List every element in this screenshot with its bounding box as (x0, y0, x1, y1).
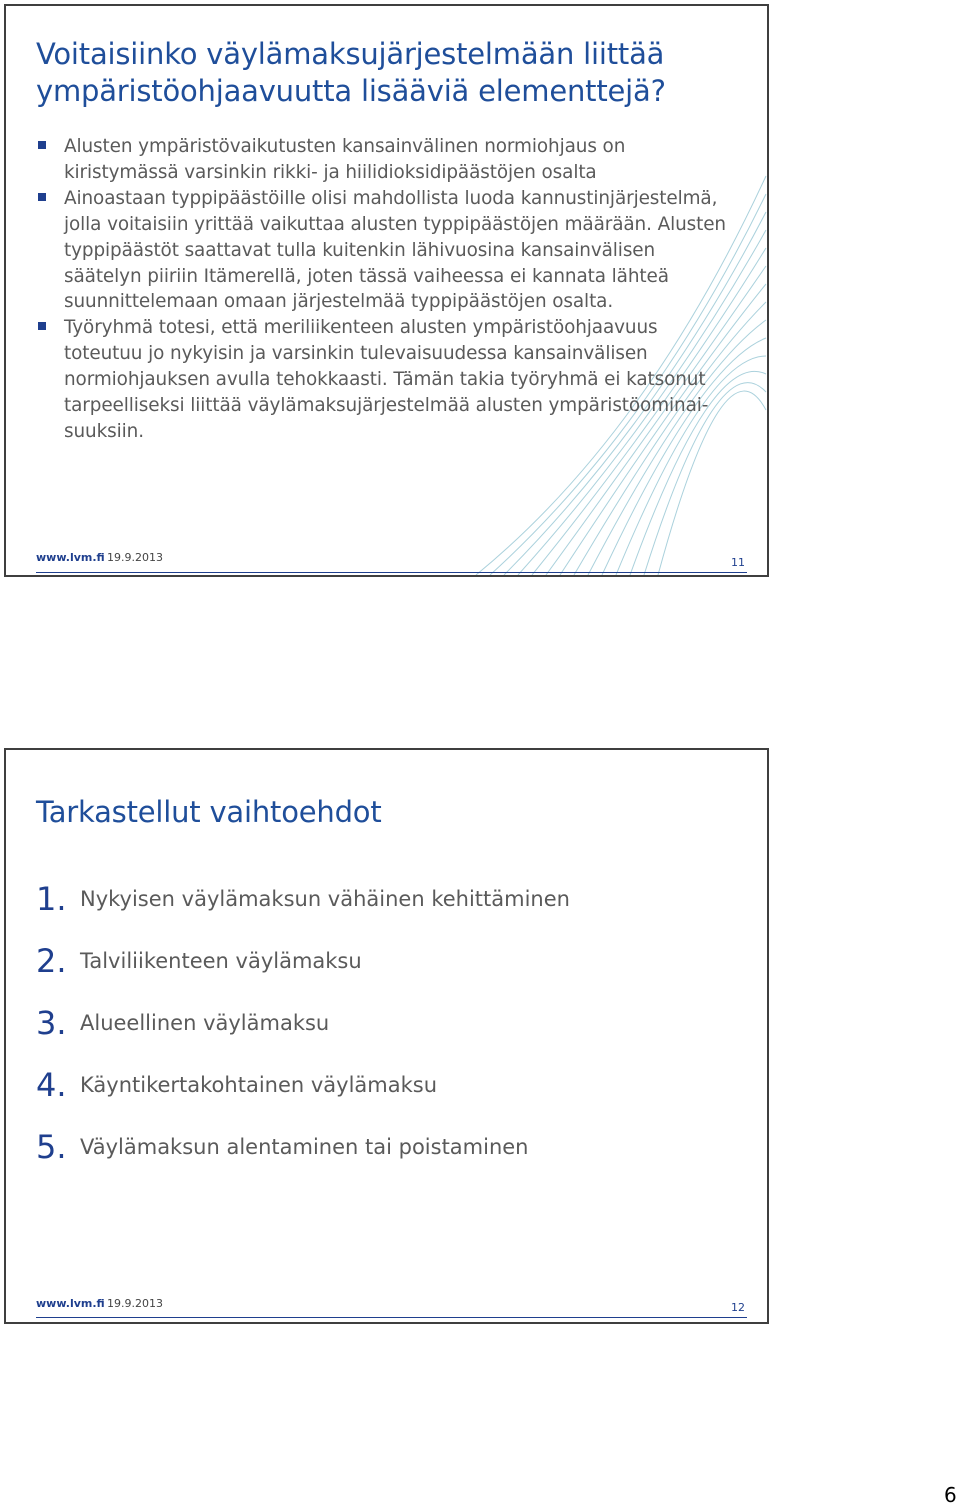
item-text: Nykyisen väylämaksun vähäinen kehittäminen (80, 887, 570, 911)
item-number: 4. (36, 1066, 67, 1104)
item-text: Alueellinen väylämaksu (80, 1011, 330, 1035)
slide-title: Tarkastellut vaihtoehdot (36, 795, 382, 829)
square-bullet-icon (38, 141, 46, 149)
footer-divider (36, 1317, 747, 1318)
bullet-item (38, 315, 738, 445)
options-list (36, 868, 570, 1178)
item-number: 2. (36, 942, 67, 980)
slide-number: 12 (731, 1301, 745, 1314)
item-text: Talviliikenteen väylämaksu (80, 949, 362, 973)
item-number: 3. (36, 1004, 67, 1042)
item-number: 5. (36, 1128, 67, 1166)
bullet-text: Alusten ympäristövaikutusten kansainvälinen normiohjaus on kiristymässä varsinkin rikki- ja hiilidioksidipäästöjen osalta (64, 136, 626, 183)
list-item (36, 930, 570, 992)
bullet-list (38, 134, 738, 445)
bullet-item (38, 186, 738, 316)
item-text: Käyntikertakohtainen väylämaksu (80, 1073, 438, 1097)
footer-divider (36, 572, 747, 573)
footer-url: www.lvm.fi (36, 1297, 105, 1310)
list-item (36, 868, 570, 930)
slide-12 (4, 748, 769, 1324)
slide-number: 11 (731, 556, 745, 569)
square-bullet-icon (38, 193, 46, 201)
list-item (36, 1054, 570, 1116)
item-text: Väylämaksun alentaminen tai poistaminen (80, 1135, 529, 1159)
page-number: 6 (944, 1483, 957, 1507)
slide-11 (4, 4, 769, 577)
bullet-text: Ainoastaan typpipäästöille olisi mahdollista luoda kannustinjärjestelmä, jolla voitaisiin yrittää vaikuttaa alusten typpipäästöjen määrään. Alusten typpipäästöt saattavat tulla kuitenkin lähivuosina kansainvälisen säätelyn piiriin Itämerellä, joten tässä vaiheessa ei kannata lähteä suunnittelemaan omaan järjestelmää typpipäästöjen osalta. (64, 187, 726, 313)
item-number: 1. (36, 880, 67, 918)
slide-title: Voitaisiinko väylämaksujärjestelmään liittää ympäristöohjaavuutta lisääviä elementtejä? (36, 37, 666, 108)
footer-date: 19.9.2013 (107, 1297, 163, 1310)
list-item (36, 992, 570, 1054)
square-bullet-icon (38, 322, 46, 330)
list-item (36, 1116, 570, 1178)
bullet-text: Työryhmä totesi, että meriliikenteen alusten ympäristöohjaavuus toteutuu jo nykyisin ja varsinkin tulevaisuudessa kansainvälisen normiohjauksen avulla tehokkaasti. Tämän takia työryhmä ei katsonut tarpeelliseksi liittää väylämaksujärjestelmää alusten ympäristöominai-suuksiin. (64, 317, 709, 442)
footer-url: www.lvm.fi (36, 551, 105, 564)
bullet-item (38, 134, 738, 186)
footer-date: 19.9.2013 (107, 551, 163, 564)
